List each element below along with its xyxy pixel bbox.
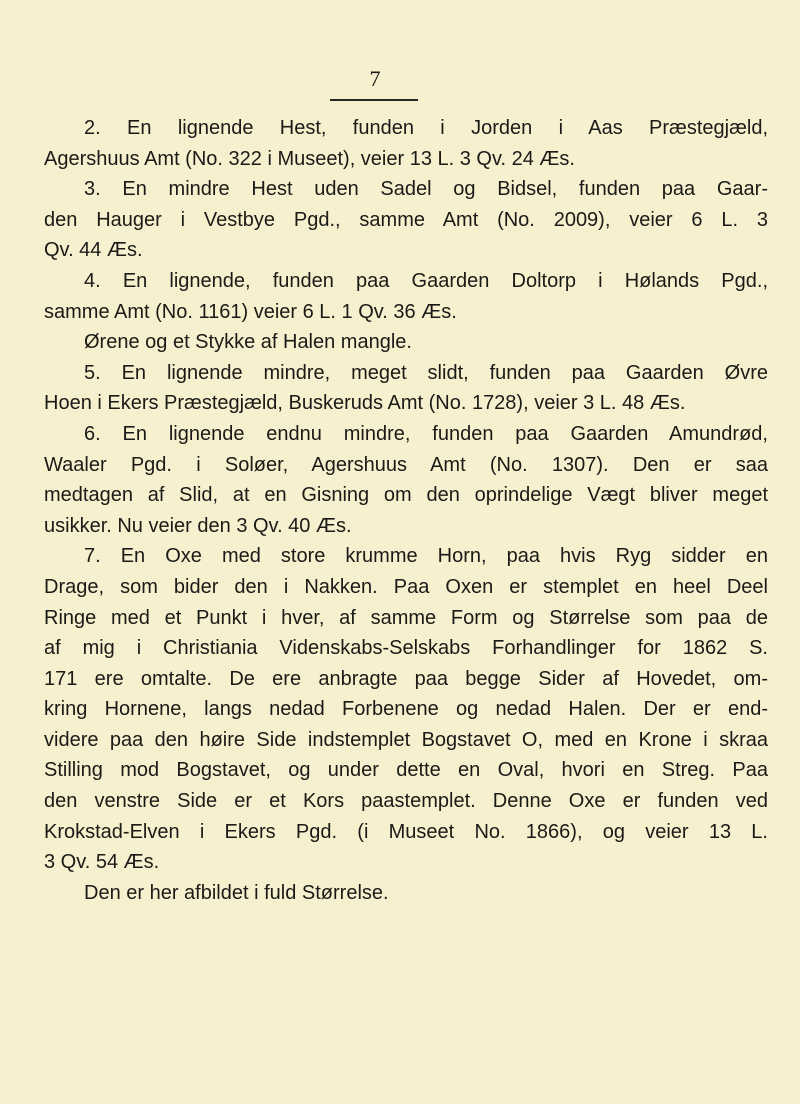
text-line: Den er her afbildet i fuld Størrelse.	[84, 881, 389, 904]
text-line: kring Hornene, langs nedad Forbenene og nedad Halen. Der er end-	[44, 698, 768, 721]
text-line: Krokstad-Elven i Ekers Pgd. (i Museet No. 1866), og veier 13 L.	[44, 820, 768, 843]
text-line: medtagen af Slid, at en Gisning om den oprindelige Vægt bliver meget	[44, 484, 768, 507]
text-line: 171 ere omtalte. De ere anbragte paa begge Sider af Hovedet, om-	[44, 667, 768, 690]
text-line: Hoen i Ekers Præstegjæld, Buskeruds Amt (No. 1728), veier 3 L. 48 Æs.	[44, 392, 686, 415]
text-line: 3. En mindre Hest uden Sadel og Bidsel, funden paa Gaar-	[84, 178, 768, 201]
text-line: den Hauger i Vestbye Pgd., samme Amt (No. 2009), veier 6 L. 3	[44, 208, 768, 231]
text-line: videre paa den høire Side indstemplet Bogstavet O, med en Krone i skraa	[44, 728, 768, 751]
header-rule	[330, 99, 418, 101]
text-line: 4. En lignende, funden paa Gaarden Doltorp i Hølands Pgd.,	[84, 269, 768, 292]
text-line: Agershuus Amt (No. 322 i Museet), veier 13 L. 3 Qv. 24 Æs.	[44, 147, 575, 170]
text-line: den venstre Side er et Kors paastemplet. Denne Oxe er funden ved	[44, 790, 768, 813]
text-line: usikker. Nu veier den 3 Qv. 40 Æs.	[44, 514, 352, 537]
text-line: 6. En lignende endnu mindre, funden paa Gaarden Amundrød,	[84, 422, 768, 445]
body-text	[44, 113, 768, 908]
text-line: Stilling mod Bogstavet, og under dette en Oval, hvori en Streg. Paa	[44, 759, 768, 782]
text-line: samme Amt (No. 1161) veier 6 L. 1 Qv. 36 Æs.	[44, 300, 457, 323]
text-line: Qv. 44 Æs.	[44, 239, 143, 262]
text-line: Ørene og et Stykke af Halen mangle.	[84, 331, 412, 354]
text-line: Waaler Pgd. i Soløer, Agershuus Amt (No. 1307). Den er saa	[44, 453, 768, 476]
text-line: af mig i Christiania Videnskabs-Selskabs Forhandlinger for 1862 S.	[44, 637, 768, 660]
text-line: 7. En Oxe med store krumme Horn, paa hvis Ryg sidder en	[84, 545, 768, 568]
text-line: 5. En lignende mindre, meget slidt, funden paa Gaarden Øvre	[84, 361, 768, 384]
text-line: Ringe med et Punkt i hver, af samme Form og Størrelse som paa de	[44, 606, 768, 629]
text-line: 2. En lignende Hest, funden i Jorden i Aas Præstegjæld,	[84, 117, 768, 139]
text-line: 3 Qv. 54 Æs.	[44, 851, 160, 874]
page-number: 7	[369, 66, 381, 91]
text-line: Drage, som bider den i Nakken. Paa Oxen er stemplet en heel Deel	[44, 575, 768, 598]
